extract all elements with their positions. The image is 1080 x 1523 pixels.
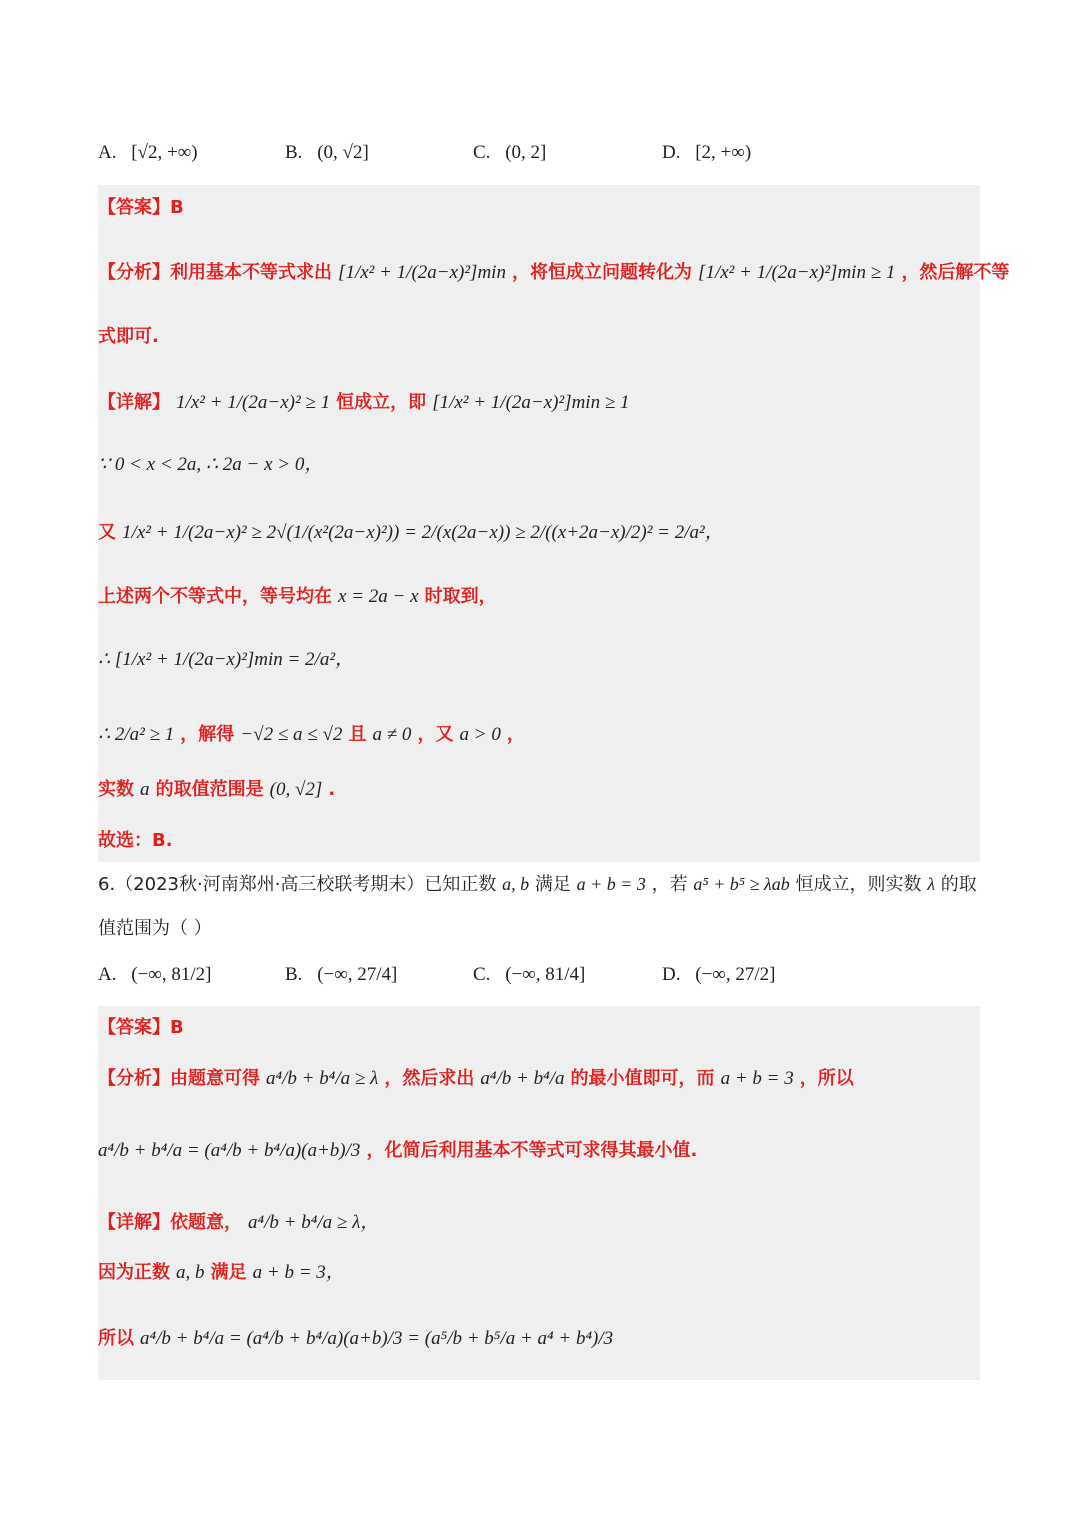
q6-detail: 【详解】依题意， a⁴/b + b⁴/a ≥ λ， <box>98 1212 380 1233</box>
q5-option-a: A. [√2, +∞) <box>98 142 198 163</box>
q5-step-1: ∵ 0 < x < 2a, ∴ 2a − x > 0， <box>98 454 324 475</box>
q5-option-d: D. [2, +∞) <box>662 142 752 163</box>
q6-stem-line-1: 6.（2023秋·河南郑州·高三校联考期末）已知正数 a, b 满足 a + b = 3 ，若 a⁵ + b⁵ ≥ λab 恒成立，则实数 λ 的取 <box>98 874 977 895</box>
q6-option-d: D. (−∞, 27/2] <box>662 964 776 985</box>
q6-answer: 【答案】B <box>98 1017 184 1038</box>
q5-answer: 【答案】B <box>98 197 184 218</box>
q6-step-2: 所以 a⁴/b + b⁴/a = (a⁴/b + b⁴/a)(a+b)/3 = (a⁵/b + b⁵/a + a⁴ + b⁴)/3 <box>98 1328 614 1349</box>
q5-analysis: 【分析】利用基本不等式求出 [1/x² + 1/(2a−x)²]min ，将恒成立问题转化为 [1/x² + 1/(2a−x)²]min ≥ 1 ，然后解不等 <box>98 262 1010 283</box>
q6-stem-line-2: 值范围为（ ） <box>98 918 212 939</box>
q5-step-5: ∴ 2/a² ≥ 1 ，解得 −√2 ≤ a ≤ √2 且 a ≠ 0 ，又 a > 0 ， <box>98 724 525 745</box>
q5-step-4: ∴ [1/x² + 1/(2a−x)²]min = 2/a²， <box>98 649 355 670</box>
q6-analysis: 【分析】由题意可得 a⁴/b + b⁴/a ≥ λ ，然后求出 a⁴/b + b⁴/a 的最小值即可，而 a + b = 3 ，所以 <box>98 1068 854 1089</box>
q6-option-c: C. (−∞, 81/4] <box>473 964 586 985</box>
q5-option-b: B. (0, √2] <box>285 142 369 163</box>
q6-option-a: A. (−∞, 81/2] <box>98 964 212 985</box>
q5-step-6: 实数 a 的取值范围是 (0, √2] . <box>98 779 336 800</box>
q6-option-b: B. (−∞, 27/4] <box>285 964 398 985</box>
q6-analysis-cont: a⁴/b + b⁴/a = (a⁴/b + b⁴/a)(a+b)/3 ，化简后利用基本不等式可求得其最小值. <box>98 1140 698 1161</box>
q6-step-1: 因为正数 a, b 满足 a + b = 3， <box>98 1262 345 1283</box>
q5-detail: 【详解】 1/x² + 1/(2a−x)² ≥ 1 恒成立，即 [1/x² + 1/(2a−x)²]min ≥ 1 <box>98 392 630 413</box>
q5-step-3: 上述两个不等式中，等号均在 x = 2a − x 时取到， <box>98 586 497 607</box>
q5-step-2: 又 1/x² + 1/(2a−x)² ≥ 2√(1/(x²(2a−x)²)) = 2/(x(2a−x)) ≥ 2/((x+2a−x)/2)² = 2/a²， <box>98 522 724 543</box>
q5-option-c: C. (0, 2] <box>473 142 547 163</box>
q5-analysis-cont: 式即可. <box>98 326 159 347</box>
q5-choice: 故选：B. <box>98 830 173 851</box>
